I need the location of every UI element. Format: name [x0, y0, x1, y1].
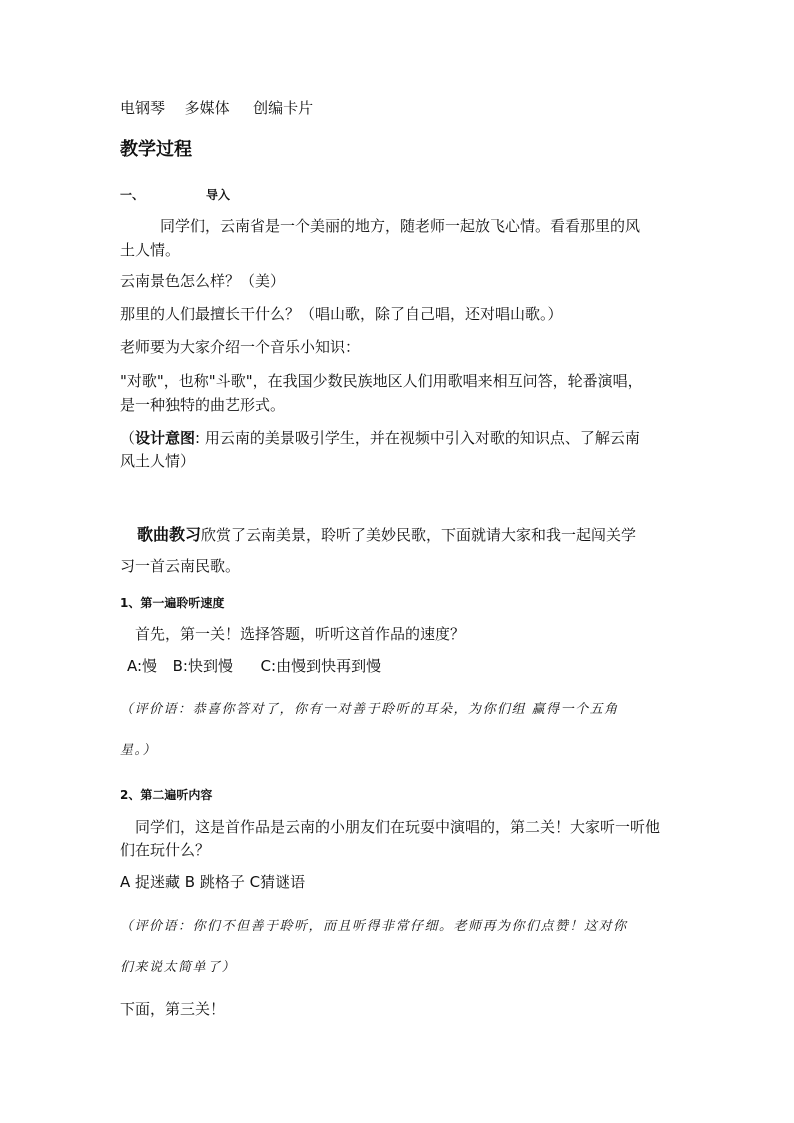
teacher-intro: 老师要为大家介绍一个音乐小知识： [120, 338, 361, 356]
design-intent-text: : 用云南的美景吸引学生，并在视频中引入对歌的知识点、了解云南 [195, 429, 640, 447]
step1-comment-line-2: 星。） [120, 743, 158, 758]
song-teaching-line-1 [137, 526, 636, 544]
intro-heading [120, 186, 231, 204]
step1-question: 首先，第一关！选择答题，听听这首作品的速度？ [135, 625, 466, 643]
step1-heading: 1、第一遍聆听速度 [120, 596, 225, 610]
step2-heading: 2、第二遍听内容 [120, 788, 213, 802]
question-good-at: 那里的人们最擅长干什么？（唱山歌，除了自己唱，还对唱山歌。） [120, 305, 563, 323]
intro-number: 一、 [120, 188, 145, 202]
section-title: 教学过程 [120, 139, 192, 160]
song-teaching-title: 歌曲教习 [137, 525, 202, 544]
step2-text-line-1: 同学们，这是首作品是云南的小朋友们在玩耍中演唱的，第二关！大家听一听他 [135, 818, 661, 836]
materials-line [120, 99, 313, 117]
step1-option-c: C:由慢到快再到慢 [260, 657, 382, 675]
step1-option-b: B:快到慢 [172, 657, 233, 675]
material-item-1: 电钢琴 [120, 99, 166, 117]
design-open-paren: （ [120, 429, 136, 447]
step1-option-a: A:慢 [127, 657, 158, 675]
design-intent-label: 设计意图 [135, 429, 196, 447]
song-teaching-text: 欣赏了云南美景，聆听了美妙民歌，下面就请大家和我一起闯关学 [201, 526, 637, 544]
knowledge-line-2: 是一种独特的曲艺形式。 [120, 396, 286, 414]
step1-options [127, 657, 381, 675]
intro-paragraph-line-1: 同学们，云南省是一个美丽的地方，随老师一起放飞心情。看看那里的风 [160, 217, 641, 235]
intro-paragraph-line-2: 土人情。 [120, 241, 181, 259]
step2-comment-line-2: 们来说太简单了） [120, 960, 237, 975]
step2-comment-line-1: （评价语：你们不但善于聆听，而且听得非常仔细。老师再为你们点赞！这对你 [120, 919, 628, 934]
step1-comment-line-1: （评价语：恭喜你答对了，你有一对善于聆听的耳朵，为你们组 赢得一个五角 [120, 702, 619, 717]
design-intent-line-1 [120, 429, 640, 447]
step2-text-line-2: 们在玩什么？ [120, 841, 211, 859]
song-teaching-line-2: 习一首云南民歌。 [120, 557, 241, 575]
material-item-2: 多媒体 [184, 99, 230, 117]
next-level-text: 下面，第三关！ [120, 1000, 226, 1018]
material-item-3: 创编卡片 [253, 99, 314, 117]
step2-options: A 捉迷藏 B 跳格子 C猜谜语 [120, 873, 306, 891]
knowledge-line-1: "对歌"，也称"斗歌"，在我国少数民族地区人们用歌唱来相互问答，轮番演唱， [120, 372, 643, 390]
design-intent-line-2: 风土人情） [120, 452, 196, 470]
question-scenery: 云南景色怎么样？（美） [120, 272, 286, 290]
intro-title: 导入 [206, 188, 231, 202]
